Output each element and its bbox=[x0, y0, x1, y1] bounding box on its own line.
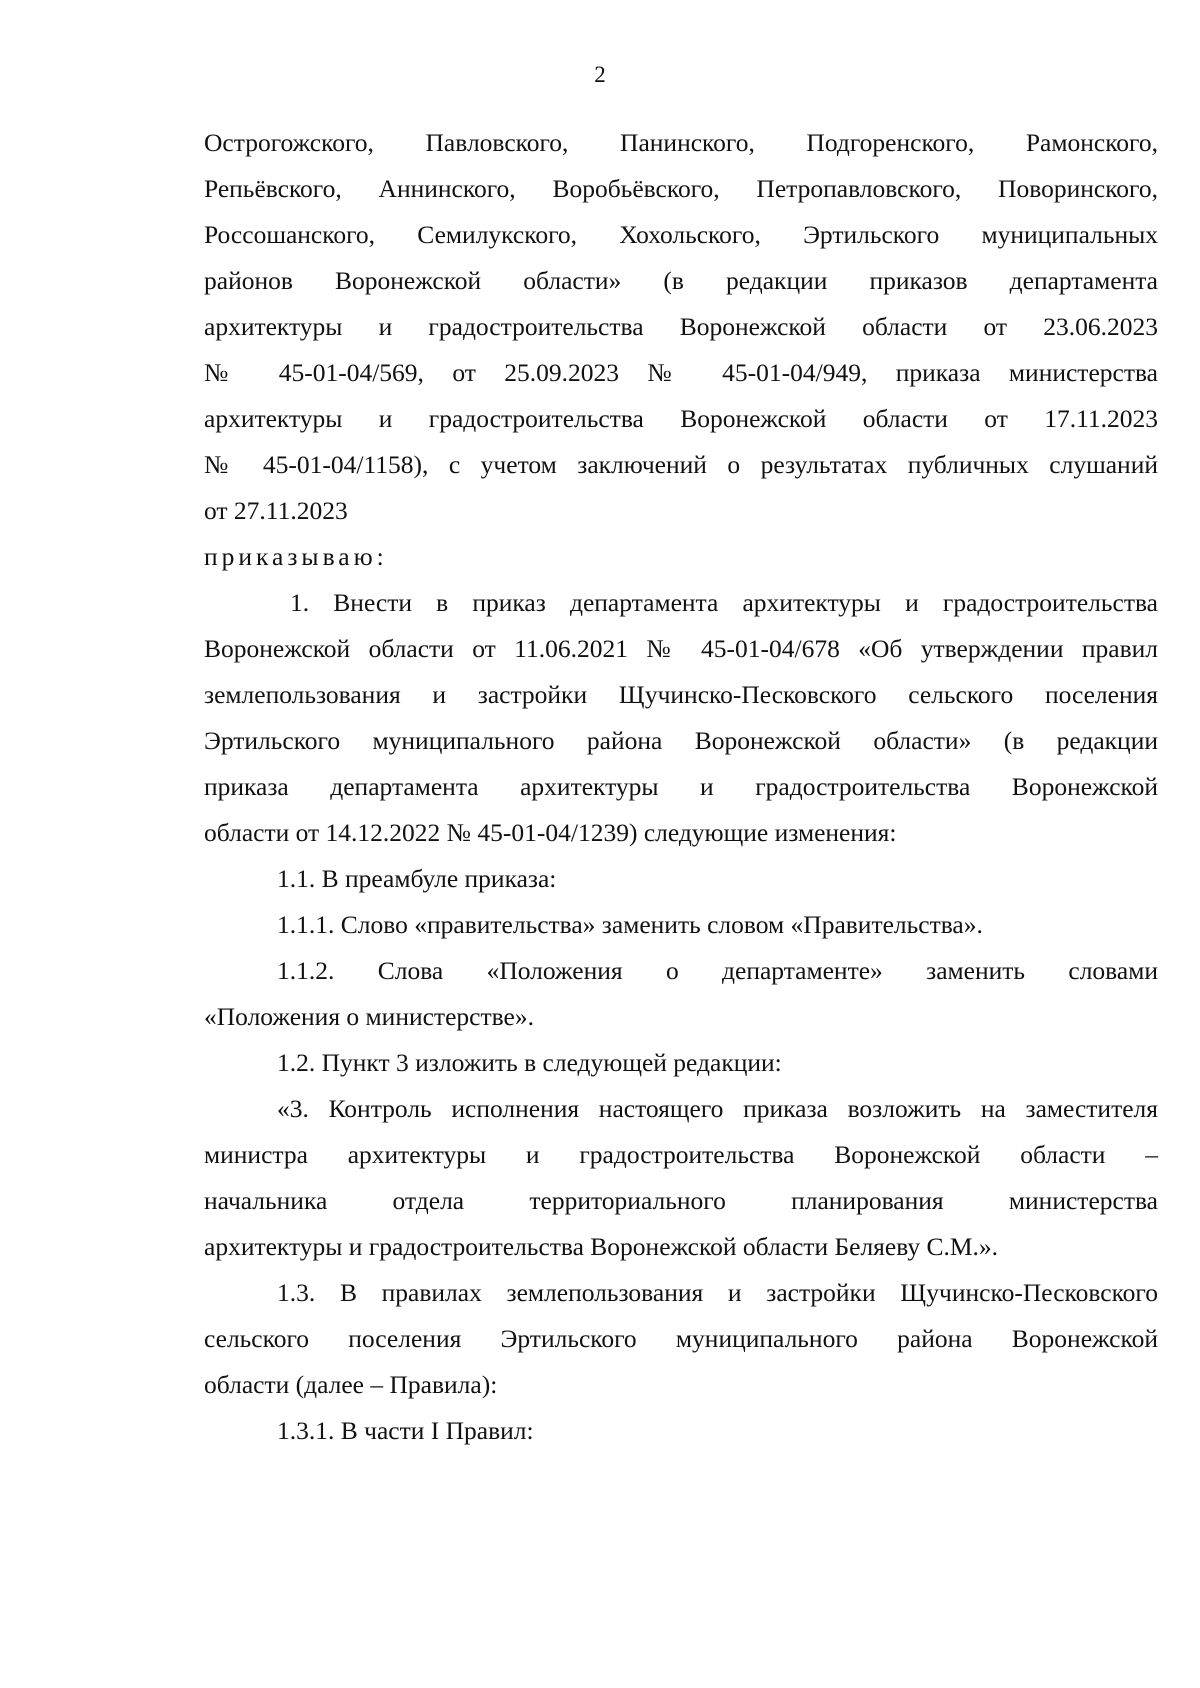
page-number: 2 bbox=[594, 62, 606, 87]
text-line: области от 14.12.2022 № 45-01-04/1239) следующие изменения: bbox=[204, 818, 897, 847]
document-body bbox=[204, 120, 1158, 1454]
text-line: землепользования и застройки Щучинско-Песковского сельского поселения bbox=[204, 680, 1158, 709]
text-line: области (далее – Правила): bbox=[204, 1370, 498, 1399]
text-line: от 27.11.2023 bbox=[204, 496, 348, 525]
text-line: архитектуры и градостроительства Воронежской области Беляеву С.М.». bbox=[204, 1232, 999, 1261]
text-line: Эртильского муниципального района Воронежской области» (в редакции bbox=[204, 726, 1158, 755]
text-line: архитектуры и градостроительства Воронежской области от 17.11.2023 bbox=[204, 404, 1158, 433]
text-line: № 45-01-04/1158), с учетом заключений о результатах публичных слушаний bbox=[204, 450, 1158, 479]
text-line: районов Воронежской области» (в редакции приказов департамента bbox=[204, 266, 1158, 295]
text-line: 1.2. Пункт 3 изложить в следующей редакции: bbox=[277, 1048, 782, 1077]
text-line: № 45-01-04/569, от 25.09.2023 № 45-01-04/949, приказа министерства bbox=[204, 358, 1158, 387]
text-line: Воронежской области от 11.06.2021 № 45-01-04/678 «Об утверждении правил bbox=[204, 634, 1158, 663]
text-line: приказа департамента архитектуры и градостроительства Воронежской bbox=[204, 772, 1158, 801]
text-line: начальника отдела территориального планирования министерства bbox=[204, 1186, 1158, 1215]
text-line: Острогожского, Павловского, Панинского, Подгоренского, Рамонского, bbox=[204, 128, 1158, 157]
text-line: министра архитектуры и градостроительства Воронежской области – bbox=[204, 1140, 1158, 1169]
text-line: 1.3.1. В части I Правил: bbox=[277, 1416, 534, 1445]
text-line: приказываю: bbox=[204, 542, 388, 571]
text-line: 1. Внести в приказ департамента архитектуры и градостроительства bbox=[290, 588, 1158, 617]
text-line: Репьёвского, Аннинского, Воробьёвского, Петропавловского, Поворинского, bbox=[204, 174, 1158, 203]
text-line: 1.1.1. Слово «правительства» заменить словом «Правительства». bbox=[277, 910, 983, 939]
text-line: сельского поселения Эртильского муниципального района Воронежской bbox=[204, 1324, 1158, 1353]
text-line: «Положения о министерстве». bbox=[204, 1002, 534, 1031]
text-line: 1.3. В правилах землепользования и застройки Щучинско-Песковского bbox=[277, 1278, 1158, 1307]
text-line: «3. Контроль исполнения настоящего приказа возложить на заместителя bbox=[277, 1094, 1158, 1123]
text-line: 1.1. В преамбуле приказа: bbox=[277, 864, 557, 893]
text-line: 1.1.2. Слова «Положения о департаменте» заменить словами bbox=[277, 956, 1158, 985]
text-line: архитектуры и градостроительства Воронежской области от 23.06.2023 bbox=[204, 312, 1158, 341]
text-line: Россошанского, Семилукского, Хохольского, Эртильского муниципальных bbox=[204, 220, 1158, 249]
